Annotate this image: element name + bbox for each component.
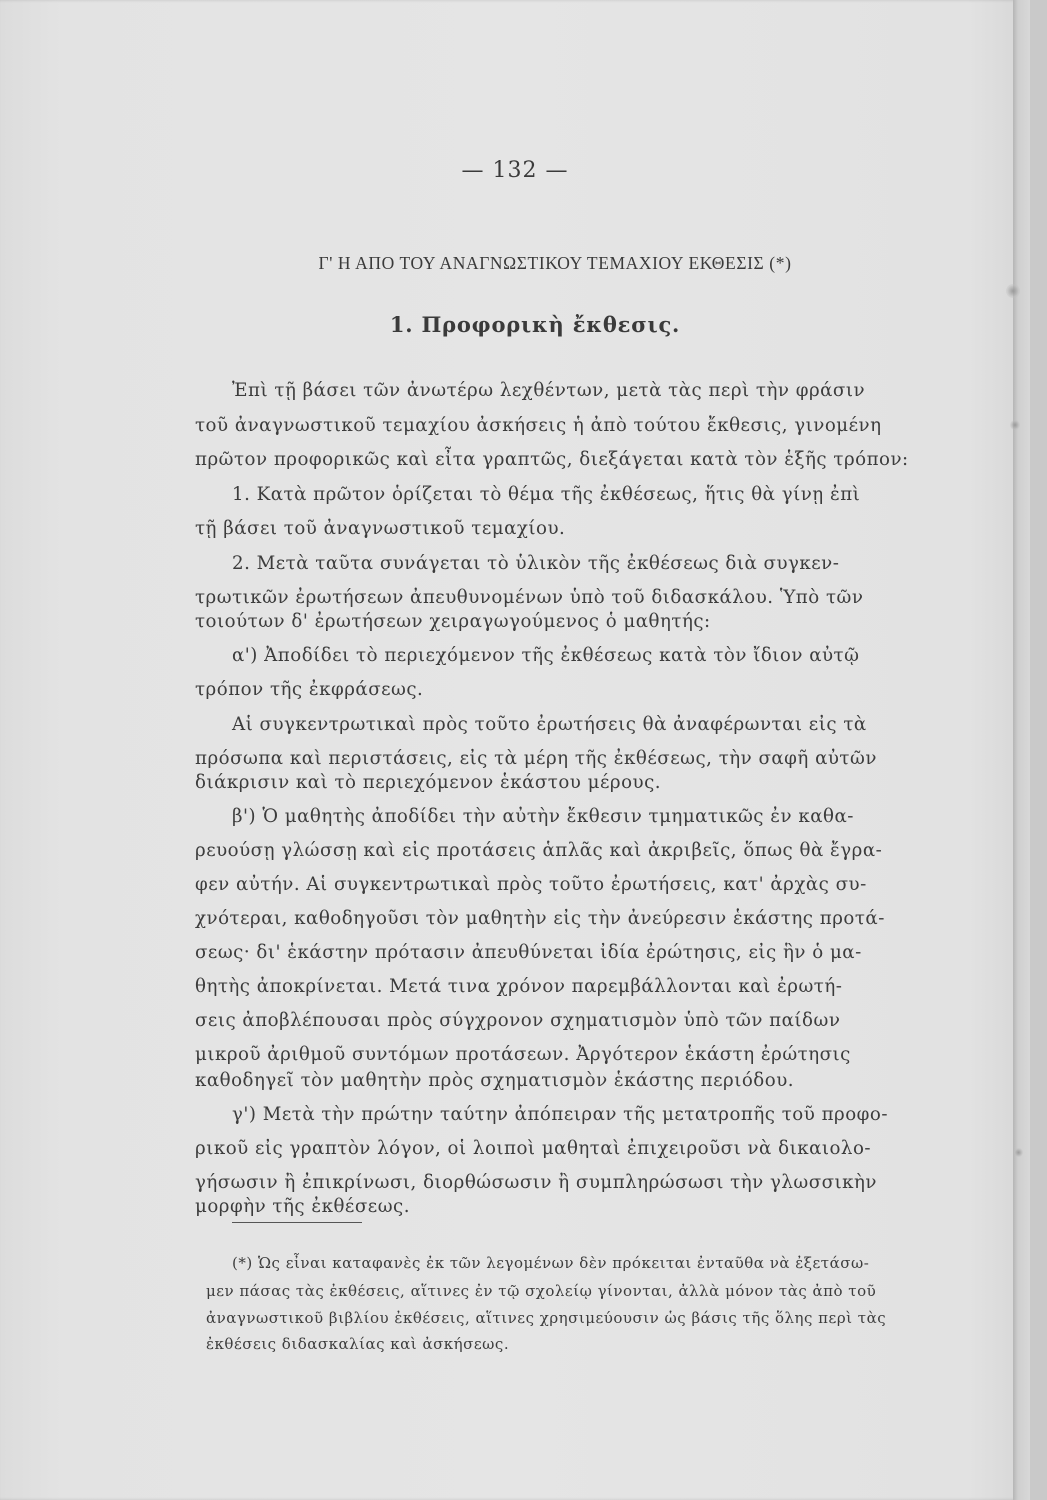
body-line: 2. Μετὰ ταῦτα συνάγεται τὸ ὑλικὸν τῆς ἐκθέσεως διὰ συγκεν- (232, 553, 840, 574)
body-line: ρευούσῃ γλώσσῃ καὶ εἰς προτάσεις ἁπλᾶς καὶ ἀκριβεῖς, ὅπως θὰ ἔγρα- (195, 840, 883, 861)
body-line: β') Ὁ μαθητὴς ἀποδίδει τὴν αὐτὴν ἔκθεσιν τμηματικῶς ἐν καθα- (232, 806, 854, 827)
page-edge (1013, 0, 1030, 1500)
body-line: φεν αὐτήν. Αἱ συγκεντρωτικαὶ πρὸς τοῦτο ἐρωτήσεις, κατ' ἀρχὰς συ- (195, 874, 867, 895)
footnote-line: μεν πάσας τὰς ἐκθέσεις, αἵτινες ἐν τῷ σχολείῳ γίνονται, ἀλλὰ μόνον τὰς ἀπὸ τοῦ (206, 1282, 877, 1300)
paper-blemish (1010, 420, 1020, 430)
body-line: μορφὴν τῆς ἐκθέσεως. (195, 1196, 410, 1217)
body-line: ρικοῦ εἰς γραπτὸν λόγον, οἱ λοιποὶ μαθηταὶ ἐπιχειροῦσι νὰ δικαιολο- (195, 1138, 872, 1159)
body-line: τοιούτων δ' ἐρωτήσεων χειραγωγούμενος ὁ μαθητής: (195, 611, 711, 632)
body-line: σεις ἀποβλέπουσαι πρὸς σύγχρονον σχηματισμὸν ὑπὸ τῶν παίδων (195, 1010, 841, 1031)
page-number: — 132 — (461, 158, 569, 183)
body-line: τρωτικῶν ἐρωτήσεων ἀπευθυνομένων ὑπὸ τοῦ διδασκάλου. Ὑπὸ τῶν (195, 587, 864, 608)
paper-blemish (1014, 1148, 1023, 1157)
footnote-line: ἀναγνωστικοῦ βιβλίου ἐκθέσεις, αἵτινες χρησιμεύουσιν ὡς βάσις τῆς ὅλης περὶ τὰς (206, 1309, 887, 1327)
body-line: τοῦ ἀναγνωστικοῦ τεμαχίου ἀσκήσεις ἡ ἀπὸ τούτου ἔκθεσις, γινομένη (195, 415, 882, 436)
footnote-line: ἐκθέσεις διδασκαλίας καὶ ἀσκήσεως. (206, 1335, 510, 1353)
body-line: γ') Μετὰ τὴν πρώτην ταύτην ἀπόπειραν τῆς μετατροπῆς τοῦ προφο- (232, 1104, 888, 1125)
section-heading: Γ' Η ΑΠΟ ΤΟΥ ΑΝΑΓΝΩΣΤΙΚΟΥ ΤΕΜΑΧΙΟΥ ΕΚΘΕΣΙΣ (*) (318, 253, 792, 273)
body-line: τρόπον τῆς ἐκφράσεως. (195, 679, 424, 700)
body-line: πρῶτον προφορικῶς καὶ εἶτα γραπτῶς, διεξάγεται κατὰ τὸν ἑξῆς τρόπον: (195, 449, 909, 470)
body-line: μικροῦ ἀριθμοῦ συντόμων προτάσεων. Ἀργότερον ἑκάστη ἐρώτησις (195, 1044, 851, 1065)
body-line: γήσωσιν ἢ ἐπικρίνωσι, διορθώσωσιν ἢ συμπληρώσωσι τὴν γλωσσικὴν (195, 1172, 877, 1193)
footnote-line: (*) Ὡς εἶναι καταφανὲς ἐκ τῶν λεγομένων δὲν πρόκειται ἐνταῦθα νὰ ἐξετάσω- (232, 1254, 870, 1272)
body-line: τῇ βάσει τοῦ ἀναγνωστικοῦ τεμαχίου. (195, 518, 566, 539)
body-line: καθοδηγεῖ τὸν μαθητὴν πρὸς σχηματισμὸν ἑκάστης περιόδου. (195, 1070, 795, 1091)
body-line: Αἱ συγκεντρωτικαὶ πρὸς τοῦτο ἐρωτήσεις θὰ ἀναφέρωνται εἰς τὰ (232, 714, 867, 735)
body-line: διάκρισιν καὶ τὸ περιεχόμενον ἑκάστου μέρους. (195, 772, 662, 793)
body-line: χνότεραι, καθοδηγοῦσι τὸν μαθητὴν εἰς τὴν ἀνεύρεσιν ἑκάστης προτά- (195, 908, 885, 929)
body-line: θητὴς ἀποκρίνεται. Μετά τινα χρόνον παρεμβάλλονται καὶ ἐρωτή- (195, 976, 843, 997)
body-line: πρόσωπα καὶ περιστάσεις, εἰς τὰ μέρη τῆς ἐκθέσεως, τὴν σαφῆ αὐτῶν (195, 748, 877, 769)
paper-blemish (1006, 284, 1020, 298)
body-line: 1. Κατὰ πρῶτον ὁρίζεται τὸ θέμα τῆς ἐκθέσεως, ἥτις θὰ γίνῃ ἐπὶ (232, 484, 861, 505)
footnote-rule (232, 1222, 362, 1223)
body-line: Ἐπὶ τῇ βάσει τῶν ἀνωτέρω λεχθέντων, μετὰ τὰς περὶ τὴν φράσιν (232, 380, 866, 401)
body-line: σεως· δι' ἑκάστην πρότασιν ἀπευθύνεται ἰδία ἐρώτησις, εἰς ἣν ὁ μα- (195, 942, 862, 963)
body-line: α') Ἀποδίδει τὸ περιεχόμενον τῆς ἐκθέσεως κατὰ τὸν ἴδιον αὐτῷ (232, 645, 860, 666)
subheading: 1. Προφορικὴ ἔκθεσις. (389, 312, 681, 337)
